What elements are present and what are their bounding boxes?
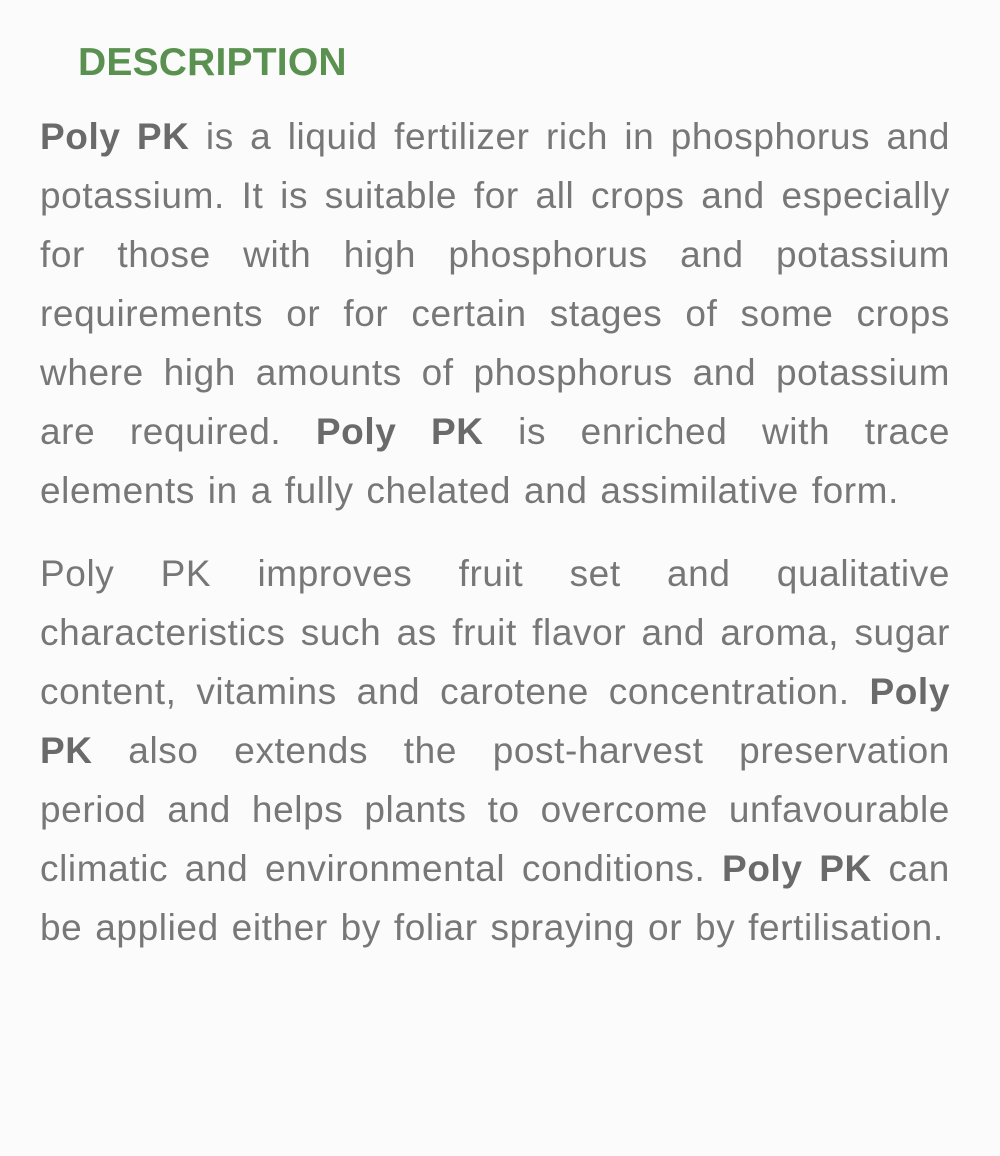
paragraph-text: Poly PK improves fruit set and qualitative characteristics such as fruit flavor and aroma, sugar content, vitamins and carotene concentration.: [40, 553, 950, 712]
description-paragraph-1: [40, 107, 950, 520]
brand-name: Poly PK: [40, 671, 950, 771]
paragraph-text: is enriched with trace elements in a fully chelated and assimilative form.: [40, 411, 951, 511]
paragraph-text: can be applied either by foliar spraying or by fertilisation.: [40, 848, 950, 948]
paragraph-text: also extends the post-harvest preservation period and helps plants to overcome unfavourable climatic and environmental conditions.: [40, 730, 950, 889]
paragraph-text: is a liquid fertilizer rich in phosphorus and potassium. It is suitable for all crops and especially for those with high phosphorus and potassium requirements or for certain stages of some crops where high amounts of phosphorus and potassium are required.: [40, 116, 950, 452]
description-paragraph-2: [40, 544, 950, 957]
brand-name: Poly PK: [40, 116, 190, 157]
brand-name: Poly PK: [315, 411, 484, 452]
section-heading: DESCRIPTION: [78, 41, 347, 84]
brand-name: Poly PK: [722, 848, 872, 889]
